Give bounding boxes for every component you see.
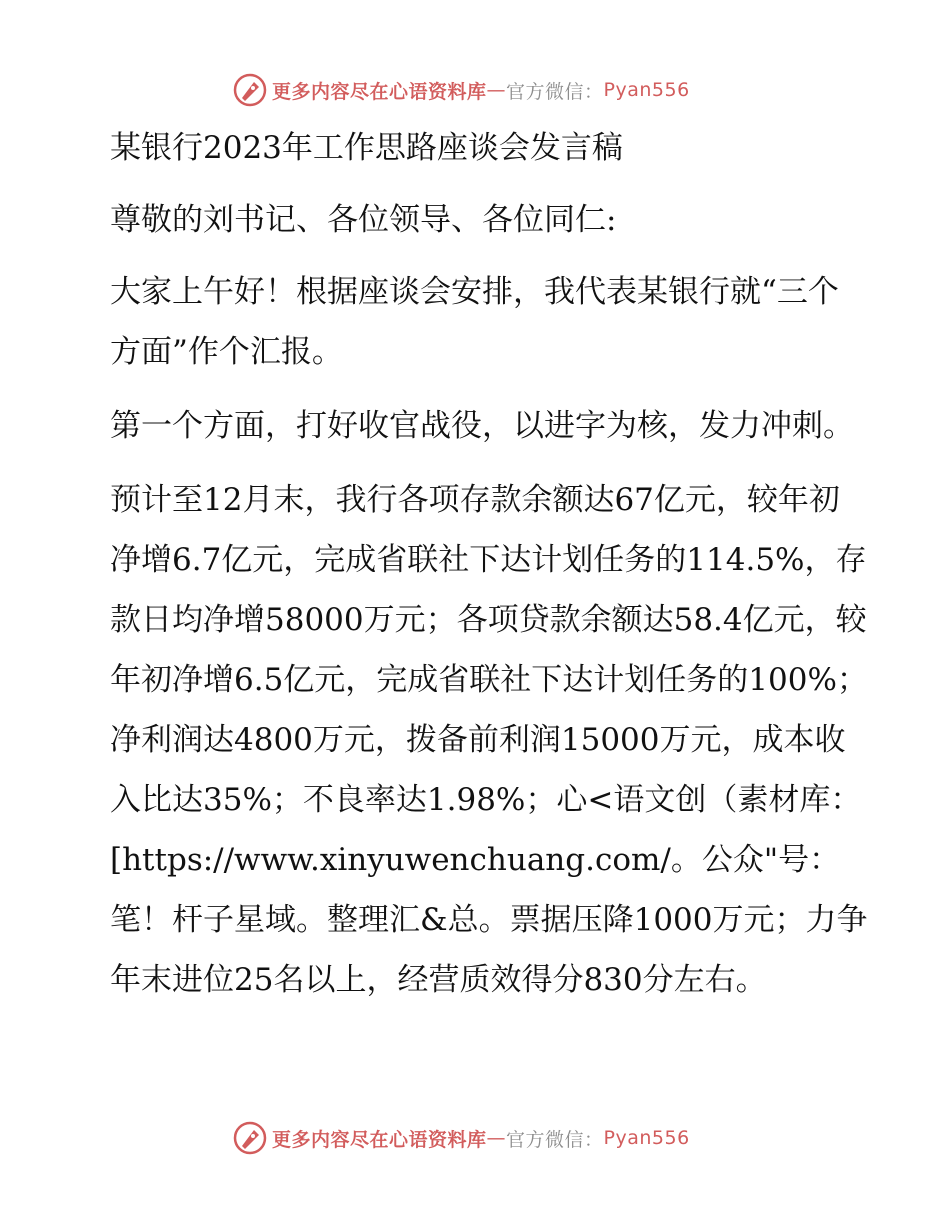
pen-nib-logo-icon (232, 1120, 268, 1156)
document-body (98, 118, 868, 1024)
header-watermark-banner (232, 70, 690, 110)
banner-wechat-id: Pyan556 (603, 1127, 690, 1149)
pen-nib-logo-icon (232, 72, 268, 108)
paragraph-performance: 预计至12月末，我行各项存款余额达67亿元，较年初净增6.7亿元，完成省联社下达计划任务的114.5%，存款日均净增58000万元；各项贷款余额达58.4亿元，较年初净增6.5亿元，完成省联社下达计划任务的100%；净利润达4800万元，拨备前利润15000万元，成本收入比达35%；不良率达1.98%；心<语文创（素材库：[https://www.xinyuwenchuang.com/。公众"号：笔！杆子星域。整理汇&总。票据压降1000万元；力争年末进位25名以上，经营质效得分830分左右。 (110, 482, 868, 998)
banner-main-text: 更多内容尽在心语资料库 (272, 80, 487, 103)
banner-wechat-id: Pyan556 (603, 79, 690, 101)
footer-watermark-banner (232, 1118, 690, 1158)
salutation: 尊敬的刘书记、各位领导、各位同仁: (110, 202, 617, 238)
banner-sub-text: 官方微信： (506, 80, 604, 103)
document-title: 某银行2023年工作思路座谈会发言稿 (110, 130, 623, 166)
paragraph-greeting: 大家上午好！根据座谈会安排，我代表某银行就“三个方面”作个汇报。 (110, 274, 839, 370)
banner-sub-text: 官方微信： (506, 1128, 604, 1151)
banner-main-text: 更多内容尽在心语资料库 (272, 1128, 487, 1151)
paragraph-section-one: 第一个方面，打好收官战役，以进字为核，发力冲刺。 (110, 408, 854, 444)
banner-dash: — (486, 1127, 507, 1149)
banner-dash: — (486, 79, 507, 101)
